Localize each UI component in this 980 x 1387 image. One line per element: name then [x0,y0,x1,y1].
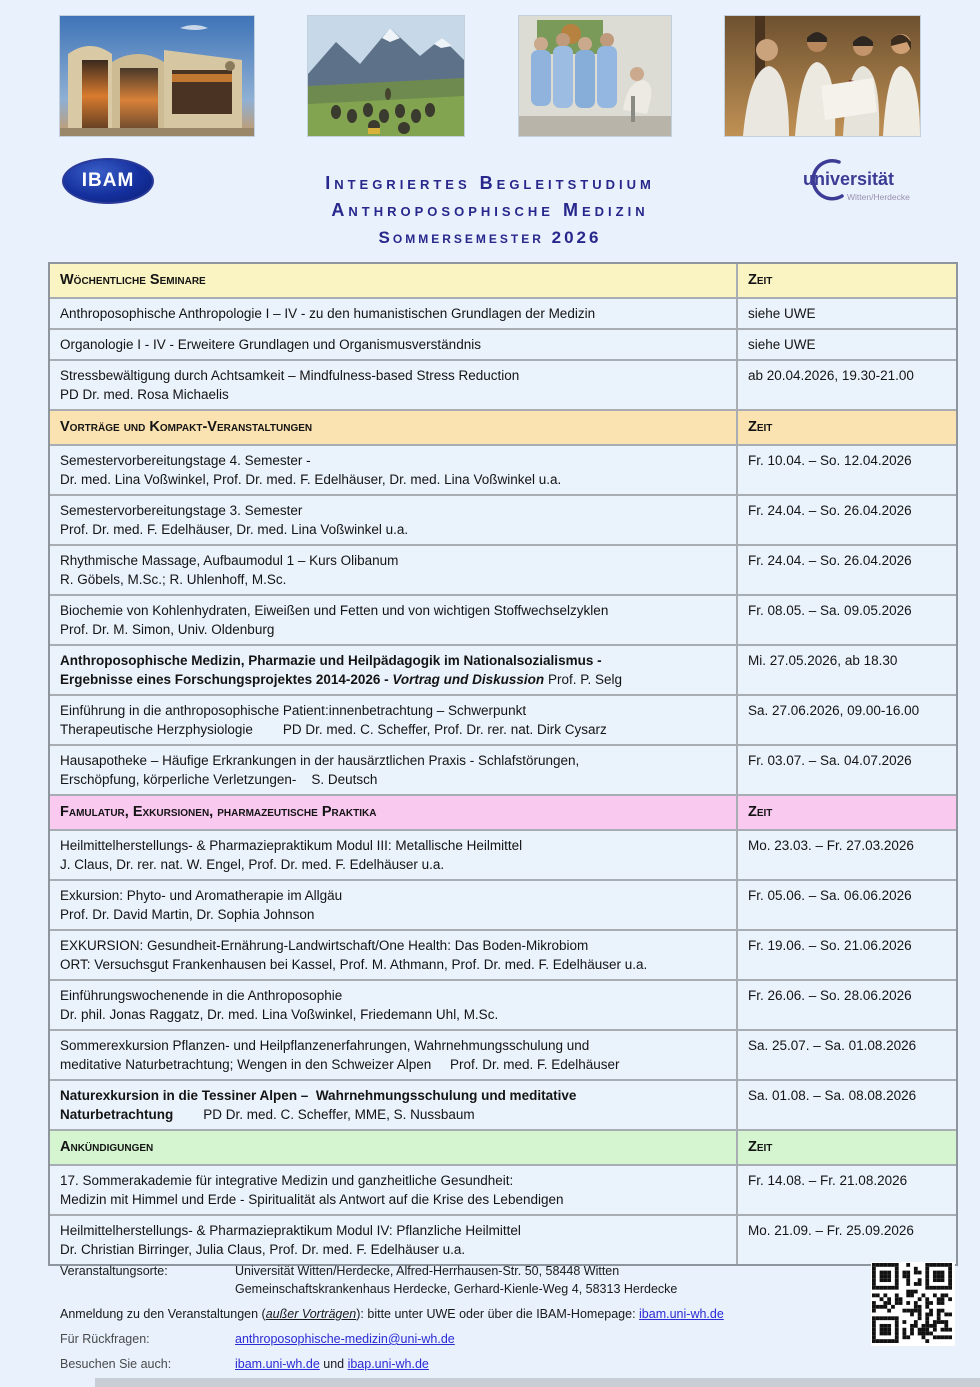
text-segment: Vortrag und Diskussion [392,672,545,687]
table-row [50,297,956,328]
event-cell [50,831,738,879]
table-row [50,1079,956,1129]
zeit-cell: Fr. 24.04. – So. 26.04.2026 [748,503,912,518]
venue-lines [235,1262,677,1298]
header-band [0,150,980,260]
event-line: EXKURSION: Gesundheit-Ernährung-Landwirtschaft/One Health: Das Boden-Mikrobiom [60,938,589,953]
footer [60,1262,860,1373]
schedule-table [48,262,958,1266]
section-title: Wöchentliche Seminare [50,264,738,297]
table-row [50,929,956,979]
section-title: Ankündigungen [50,1131,738,1164]
event-cell [50,361,738,409]
event-line: Semestervorbereitungstage 3. Semester [60,503,303,518]
uni-logo-subtitle: Witten/Herdecke [847,192,910,202]
zeit-cell: Mo. 23.03. – Fr. 27.03.2026 [748,838,914,853]
zeit-cell: Fr. 26.06. – So. 28.06.2026 [748,988,912,1003]
venue-line: Universität Witten/Herdecke, Alfred-Herrhausen-Str. 50, 58448 Witten [235,1264,620,1278]
table-row [50,328,956,359]
event-cell [50,596,738,644]
besuchen-links [235,1355,429,1373]
text-segment: PD Dr. med. C. Scheffer, MME, S. Nussbaum [173,1107,475,1122]
table-row [50,594,956,644]
section-zeit-header: Zeit [748,272,773,288]
event-line: J. Claus, Dr. rer. nat. W. Engel, Prof. Dr. med. F. Edelhäuser u.a. [60,857,445,872]
event-cell [50,646,738,694]
event-line [60,1105,726,1124]
event-cell [50,931,738,979]
event-line: Hausapotheke – Häufige Erkrankungen in der hausärztlichen Praxis - Schlafstörungen, [60,753,580,768]
table-row [50,644,956,694]
ibam-logo-text: IBAM [81,170,135,191]
table-row [50,494,956,544]
table-row [50,694,956,744]
uni-logo-name: universität [803,169,895,189]
event-line [60,651,726,670]
zeit-cell: Fr. 03.07. – Sa. 04.07.2026 [748,753,912,768]
event-line: Anthroposophische Anthropologie I – IV - zu den humanistischen Grundlagen der Medizin [60,306,596,321]
section-zeit-header: Zeit [748,1139,773,1155]
university-logo-graphic [795,154,930,210]
table-row [50,829,956,879]
zeit-cell: Sa. 01.08. – Sa. 08.08.2026 [748,1088,917,1103]
zeit-cell: siehe UWE [748,337,816,352]
section-title: Famulatur, Exkursionen, pharmazeutische Praktika [50,796,738,829]
email-link[interactable]: anthroposophische-medizin@uni-wh.de [235,1332,455,1346]
event-line: meditative Naturbetrachtung; Wengen in den Schweizer Alpen Prof. Dr. med. F. Edelhäuser [60,1057,620,1072]
title-line-2: Anthroposophische Medizin [331,200,649,220]
venue-line: Gemeinschaftskrankenhaus Herdecke, Gerhard-Kienle-Weg 4, 58313 Herdecke [235,1282,678,1296]
event-line [60,1086,726,1105]
alpine-meadow-illustration [308,16,464,136]
event-line [60,670,726,689]
event-line: Medizin mit Himmel und Erde - Spiritualität als Antwort auf die Krise des Lebendigen [60,1192,564,1207]
section-header-row [50,409,956,444]
table-row [50,1164,956,1214]
event-line: Semestervorbereitungstage 4. Semester - [60,453,311,468]
event-line: ORT: Versuchsgut Frankenhausen bei Kassel, Prof. M. Athmann, Prof. Dr. med. F. Edelhäuser u.a. [60,957,648,972]
inline-link[interactable]: ibap.uni-wh.de [347,1357,429,1371]
text-segment: Ergebnisse eines Forschungsprojektes 2014-2026 - [60,672,393,687]
venues-label: Veranstaltungsorte: [60,1264,168,1278]
qr-code-graphic [872,1263,952,1343]
text-segment: Naturbetrachtung [60,1107,174,1122]
event-line: Heilmittelherstellungs- & Pharmaziepraktikum Modul IV: Pflanzliche Heilmittel [60,1223,521,1238]
event-line: Rhythmische Massage, Aufbaumodul 1 – Kurs Olibanum [60,553,399,568]
university-logo [795,154,930,210]
besuchen-label: Besuchen Sie auch: [60,1357,172,1371]
table-row [50,1029,956,1079]
rueckfragen-label: Für Rückfragen: [60,1332,150,1346]
event-line: Erschöpfung, körperliche Verletzungen- S. Deutsch [60,772,378,787]
event-cell [50,881,738,929]
event-line: Dr. Christian Birringer, Julia Claus, Prof. Dr. med. F. Edelhäuser u.a. [60,1242,466,1257]
event-cell [50,1166,738,1214]
section-zeit-header: Zeit [748,804,773,820]
qr-code [871,1262,955,1346]
event-cell [50,1081,738,1129]
table-row [50,979,956,1029]
event-line: Stressbewältigung durch Achtsamkeit – Mindfulness-based Stress Reduction [60,368,520,383]
doctors-illustration [725,16,920,136]
photo-campus-building-sunset [59,15,255,137]
section-header-row [50,1129,956,1164]
event-cell [50,496,738,544]
photo-group-in-alpine-meadow [307,15,465,137]
zeit-cell: Fr. 19.06. – So. 21.06.2026 [748,938,912,953]
event-line: Sommerexkursion Pflanzen- und Heilpflanzenerfahrungen, Wahrnehmungsschulung und [60,1038,590,1053]
table-row [50,879,956,929]
zeit-cell: siehe UWE [748,306,816,321]
event-cell [50,746,738,794]
text-segment: Prof. P. Selg [544,672,622,687]
photo-strip [59,15,921,137]
rueckfragen-row [60,1330,860,1348]
event-line: R. Göbels, M.Sc.; R. Uhlenhoff, M.Sc. [60,572,287,587]
event-cell [50,299,738,328]
event-line: Therapeutische Herzphysiologie PD Dr. med. C. Scheffer, Prof. Dr. rer. nat. Dirk Cysarz [60,722,607,737]
zeit-cell: Sa. 27.06.2026, 09.00-16.00 [748,703,920,718]
anmeldung-line [60,1305,860,1323]
event-cell [50,446,738,494]
bottom-edge-strip [95,1378,980,1387]
besuchen-row [60,1355,860,1373]
zeit-cell: Sa. 25.07. – Sa. 01.08.2026 [748,1038,917,1053]
table-row [50,1214,956,1264]
title-line-1: Integriertes Begleitstudium [325,173,655,193]
zeit-cell: Mi. 27.05.2026, ab 18.30 [748,653,898,668]
title-line-3: Sommersemester 2026 [378,228,602,247]
event-line: Biochemie von Kohlenhydraten, Eiweißen und Fetten und von wichtigen Stoffwechselzyklen [60,603,609,618]
event-line: Prof. Dr. med. F. Edelhäuser, Dr. med. Lina Voßwinkel u.a. [60,522,409,537]
venues-row [60,1262,860,1298]
text-segment: außer Vorträgen [265,1307,357,1321]
zeit-cell: Fr. 10.04. – So. 12.04.2026 [748,453,912,468]
event-line: Einführung in die anthroposophische Patient:innenbetrachtung – Schwerpunkt [60,703,527,718]
event-line: Prof. Dr. M. Simon, Univ. Oldenburg [60,622,275,637]
campus-building-illustration [60,16,254,136]
photo-doctors-reading-document [724,15,921,137]
text-segment: ): bitte unter UWE oder über die IBAM-Homepage: [356,1307,640,1321]
event-line: Dr. phil. Jonas Raggatz, Dr. med. Lina Voßwinkel, Friedemann Uhl, M.Sc. [60,1007,499,1022]
event-cell [50,696,738,744]
inline-link[interactable]: ibam.uni-wh.de [235,1357,320,1371]
zeit-cell: Fr. 08.05. – Sa. 09.05.2026 [748,603,912,618]
section-title: Vorträge und Kompakt-Veranstaltungen [50,411,738,444]
event-line: Organologie I - IV - Erweitere Grundlagen und Organismusverständnis [60,337,481,352]
text-segment: Naturexkursion in die Tessiner Alpen – Wahrnehmungsschulung und meditative [60,1088,577,1103]
text-segment: Anmeldung zu den Veranstaltungen ( [60,1307,266,1321]
event-line: Dr. med. Lina Voßwinkel, Prof. Dr. med. F. Edelhäuser, Dr. med. Lina Voßwinkel u.a. [60,472,562,487]
zeit-cell: ab 20.04.2026, 19.30-21.00 [748,368,914,383]
event-line: PD Dr. med. Rosa Michaelis [60,387,229,402]
text-segment: und [319,1357,348,1371]
event-line: Exkursion: Phyto- und Aromatherapie im Allgäu [60,888,343,903]
event-line: Heilmittelherstellungs- & Pharmaziepraktikum Modul III: Metallische Heilmittel [60,838,523,853]
event-cell [50,981,738,1029]
table-row [50,444,956,494]
event-cell [50,1216,738,1264]
zeit-cell: Fr. 24.04. – So. 26.04.2026 [748,553,912,568]
zeit-cell: Fr. 05.06. – Sa. 06.06.2026 [748,888,912,903]
inline-link[interactable]: ibam.uni-wh.de [639,1307,724,1321]
section-header-row [50,794,956,829]
zeit-cell: Fr. 14.08. – Fr. 21.08.2026 [748,1173,908,1188]
table-row [50,359,956,409]
event-line: 17. Sommerakademie für integrative Medizin und ganzheitliche Gesundheit: [60,1173,514,1188]
section-zeit-header: Zeit [748,419,773,435]
section-header-row [50,264,956,297]
text-segment: Anthroposophische Medizin, Pharmazie und Heilpädagogik im Nationalsozialismus - [60,653,602,668]
table-row [50,544,956,594]
zeit-cell: Mo. 21.09. – Fr. 25.09.2026 [748,1223,914,1238]
table-row [50,744,956,794]
event-cell [50,1031,738,1079]
event-cell [50,546,738,594]
event-line: Einführungswochenende in die Anthroposophie [60,988,343,1003]
event-line: Prof. Dr. David Martin, Dr. Sophia Johnson [60,907,315,922]
blue-coats-illustration [519,16,671,136]
event-cell [50,330,738,359]
photo-students-in-blue-coats [518,15,672,137]
